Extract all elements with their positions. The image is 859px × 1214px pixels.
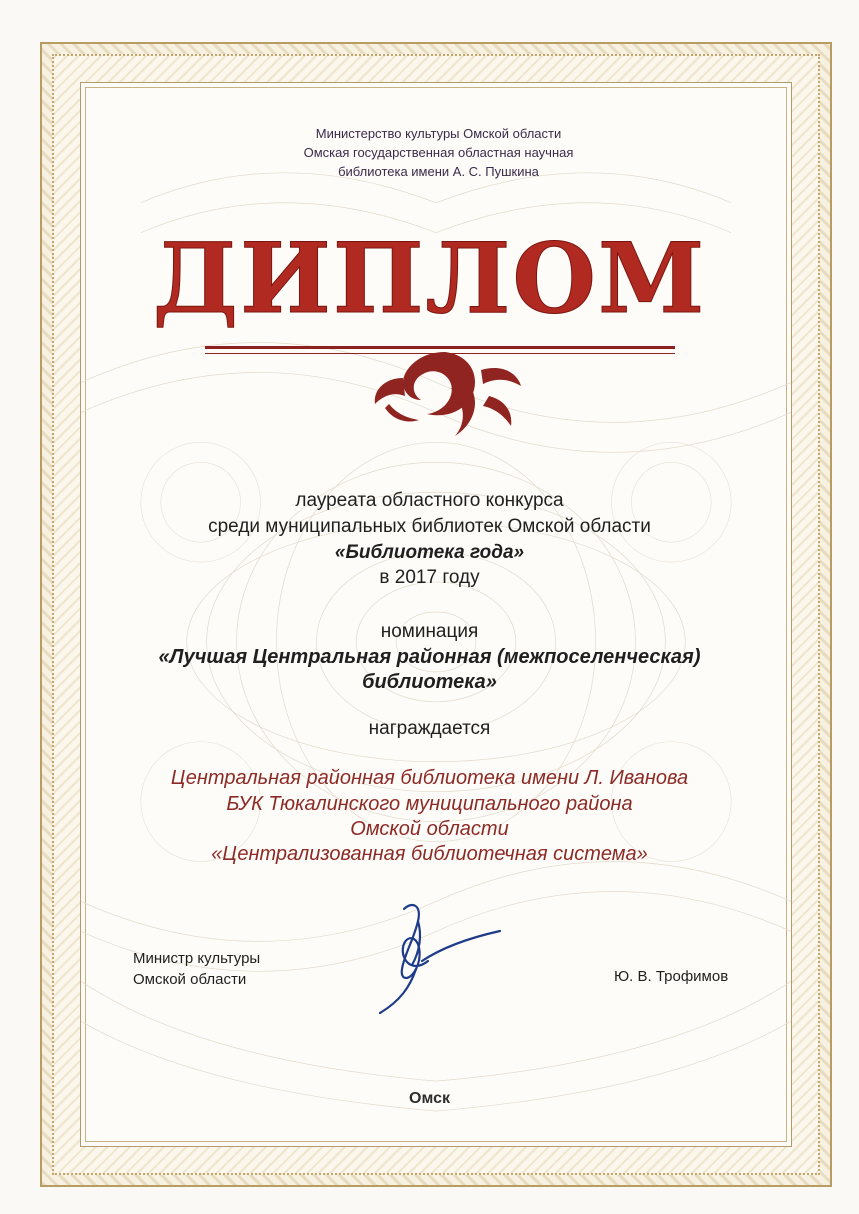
recipient-line-1: Центральная районная библиотека имени Л. Иванова	[170, 767, 689, 789]
issuer-header	[0, 124, 859, 181]
issuer-line-2: Омская государственная областная научная	[303, 145, 574, 160]
award-year: в 2017 году	[379, 567, 480, 588]
award-line-2: среди муниципальных библиотек Омской области	[208, 516, 651, 537]
recipient-line-4: «Централизованная библиотечная система»	[211, 843, 648, 865]
signatory-position	[133, 948, 260, 990]
nomination-label: номинация	[380, 621, 479, 642]
handwritten-signature-icon	[360, 895, 510, 1020]
nomination-name-line-1: «Лучшая Центральная районная (межпоселенческая)	[158, 646, 701, 668]
nomination-name-line-2: библиотека»	[362, 671, 497, 693]
signatory-position-line-1: Министр культуры	[133, 950, 261, 967]
diploma-title: ДИПЛОМ	[152, 222, 707, 335]
issuer-line-1: Министерство культуры Омской области	[315, 126, 562, 141]
issuer-line-3: библиотека имени А. С. Пушкина	[338, 164, 539, 179]
city-name: Омск	[409, 1090, 450, 1107]
signatory-name: Ю. В. Трофимов	[614, 968, 729, 985]
awarded-label: награждается	[368, 718, 491, 739]
contest-name: «Библиотека года»	[334, 542, 525, 563]
signatory-position-line-2: Омской области	[133, 971, 247, 988]
award-line-1: лауреата областного конкурса	[295, 490, 564, 511]
recipient-line-3: Омской области	[350, 818, 509, 840]
flourish-ornament-icon	[355, 348, 535, 443]
recipient-line-2: БУК Тюкалинского муниципального района	[226, 793, 633, 815]
